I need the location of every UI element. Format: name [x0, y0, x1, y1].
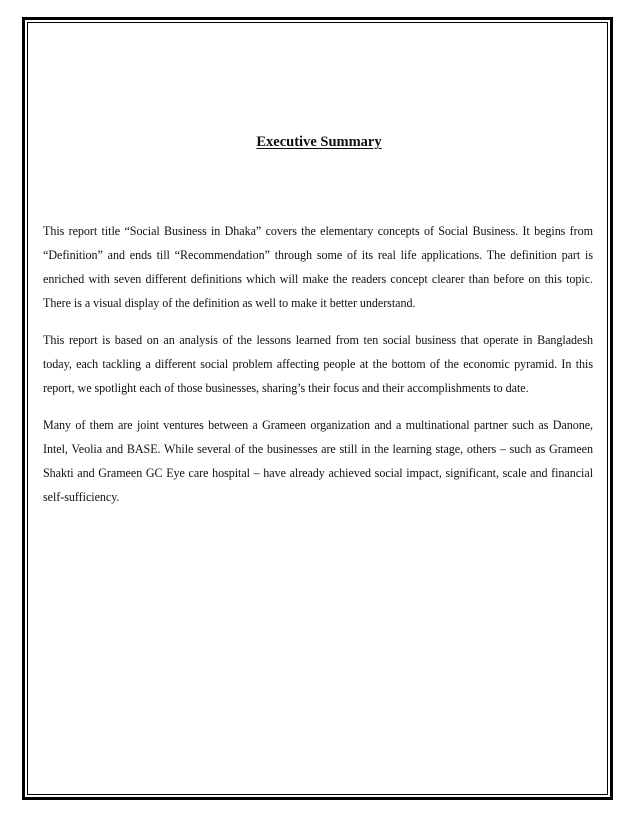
page-title-text: Executive Summary [256, 134, 382, 150]
page-title [0, 134, 638, 151]
document-body [43, 219, 593, 522]
paragraph-ventures: Many of them are joint ventures between a Grameen organization and a multinational partner such as Danone, Intel, Veolia and BASE. While several of the businesses are still in the learning stage, others – such as Grameen Shakti and Grameen GC Eye care hospital – have already achieved social impact, significant, scale and financial self-sufficiency. [43, 418, 593, 504]
paragraph-analysis: This report is based on an analysis of the lessons learned from ten social business that operate in Bangladesh today, each tackling a different social problem affecting people at the bottom of the economic pyramid. In this report, we spotlight each of those businesses, sharing’s their focus and their accomplishments to date. [43, 333, 593, 395]
paragraph-intro: This report title “Social Business in Dhaka” covers the elementary concepts of Social Business. It begins from “Definition” and ends till “Recommendation” through some of its real life applications. The definition part is enriched with seven different definitions which will make the readers concept clearer than before on this topic. There is a visual display of the definition as well to make it better understand. [43, 224, 593, 310]
